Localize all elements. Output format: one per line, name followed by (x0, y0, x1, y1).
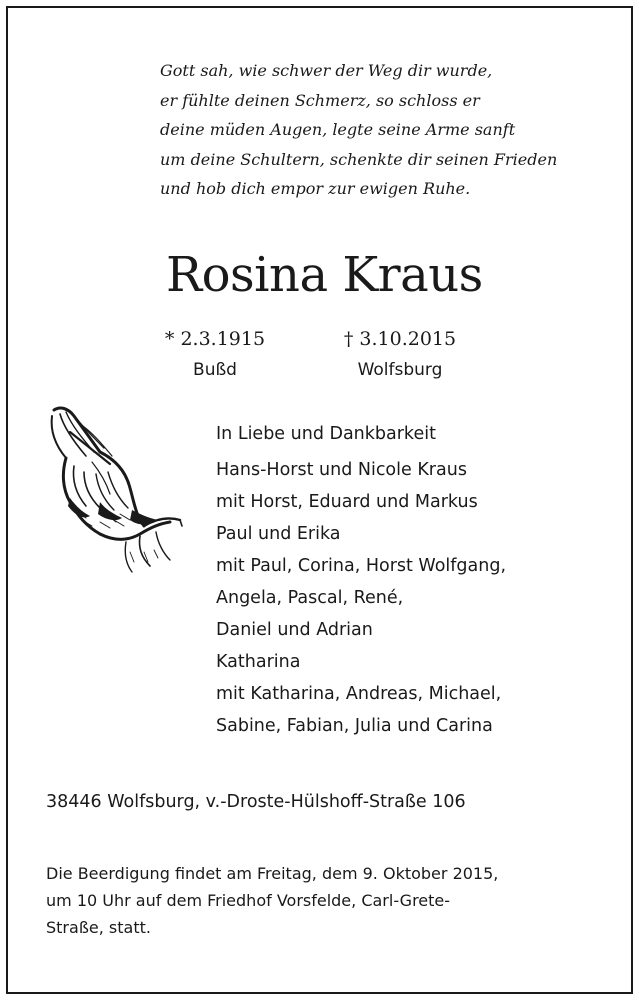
funeral-line: um 10 Uhr auf dem Friedhof Vorsfelde, Carl-Grete- (46, 891, 451, 910)
family-list (216, 418, 616, 742)
deceased-name: Rosina Kraus (166, 247, 483, 303)
family-member-line: mit Paul, Corina, Horst Wolfgang, (216, 556, 507, 576)
poem-line: er fühlte deinen Schmerz, so schloss er (160, 90, 480, 110)
family-member-line: mit Horst, Eduard und Markus (216, 492, 478, 512)
birth-date: * 2.3.1915 (164, 328, 266, 350)
birth-info (160, 325, 270, 387)
address: 38446 Wolfsburg, v.-Droste-Hülshoff-Straße 106 (46, 792, 466, 812)
death-info (335, 325, 465, 387)
family-member-line: Katharina (216, 652, 301, 672)
poem-line: um deine Schultern, schenkte dir seinen Frieden (160, 149, 558, 169)
poem-line: deine müden Augen, legte seine Arme sanft (160, 120, 516, 139)
family-member-line: mit Katharina, Andreas, Michael, (216, 684, 502, 704)
death-date: † 3.10.2015 (343, 328, 457, 350)
birth-place: Bußd (193, 360, 237, 380)
family-member-line: Sabine, Fabian, Julia und Carina (216, 716, 493, 736)
funeral-notice (46, 860, 596, 941)
family-member-line: Hans-Horst und Nicole Kraus (216, 460, 467, 480)
death-place: Wolfsburg (357, 360, 443, 380)
praying-hands-icon (40, 402, 190, 587)
family-member-line: Angela, Pascal, René, (216, 588, 404, 608)
poem-line: und hob dich empor zur ewigen Ruhe. (160, 179, 471, 198)
family-member-line: Paul und Erika (216, 524, 341, 544)
poem (160, 56, 600, 204)
family-member-line: Daniel und Adrian (216, 620, 373, 640)
funeral-line: Straße, statt. (46, 918, 151, 937)
funeral-line: Die Beerdigung findet am Freitag, dem 9. Oktober 2015, (46, 864, 499, 883)
family-intro: In Liebe und Dankbarkeit (216, 424, 436, 444)
poem-line: Gott sah, wie schwer der Weg dir wurde, (160, 61, 493, 80)
